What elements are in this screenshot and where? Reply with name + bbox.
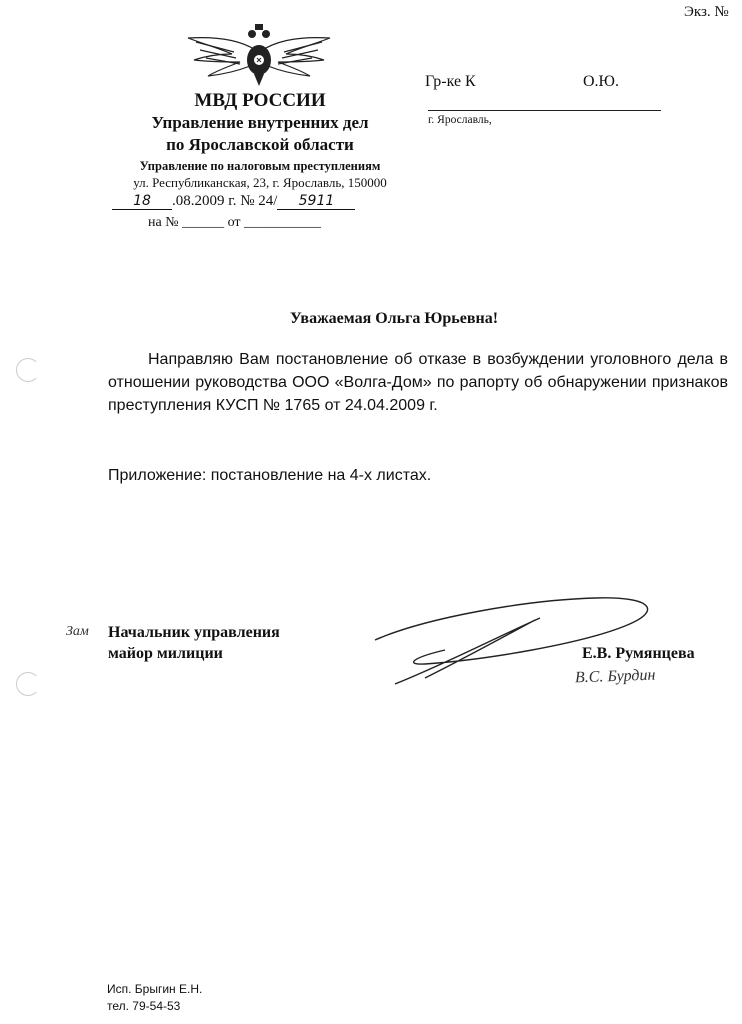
signatory-rank: майор милиции — [108, 645, 223, 662]
org-department: Управление по налоговым преступлениям — [139, 159, 381, 173]
reference-line — [148, 215, 321, 231]
registration-line — [112, 193, 355, 210]
punch-hole-mark — [16, 672, 40, 696]
reg-number-handwritten: 5911 — [277, 194, 355, 210]
org-name-sub1: Управление внутренних дел — [151, 113, 369, 132]
executor-name: Исп. Брыгин Е.Н. — [107, 982, 203, 996]
ref-date-blank: ___________ — [244, 215, 322, 230]
signatory-name: Е.В. Румянцева — [582, 645, 695, 662]
recipient-initials: О.Ю. — [583, 73, 619, 90]
copy-number-label: Экз. № — [684, 4, 729, 20]
handwritten-deputy-note: Зам — [66, 624, 89, 639]
ref-prefix: на № — [148, 215, 179, 230]
org-name-sub2: по Ярославской области — [166, 135, 354, 154]
executor-phone: тел. 79-54-53 — [107, 999, 181, 1013]
org-address: ул. Республиканская, 23, г. Ярославль, 150000 — [133, 175, 387, 190]
mvd-emblem-icon — [184, 22, 334, 88]
org-name-main: МВД РОССИИ — [194, 90, 326, 111]
body-paragraph: Направляю Вам постановление об отказе в возбуждении уголовного дела в отношении руководства ООО «Волга-Дом» по рапорту об обнаружении признаков преступления КУСП № 1765 от 24.04.2009 г. — [108, 351, 728, 414]
reg-date-number: .08.2009 г. № 24/ — [172, 193, 278, 209]
recipient-underline — [428, 110, 661, 111]
greeting: Уважаемая Ольга Юрьевна! — [290, 310, 499, 327]
letter-body — [108, 348, 728, 417]
enclosure-note: Приложение: постановление на 4-х листах. — [108, 467, 432, 484]
ref-number-blank: ______ — [182, 215, 225, 230]
signatory-title: Начальник управления — [108, 624, 280, 641]
handwritten-signature-name: В.С. Бурдин — [574, 666, 656, 687]
punch-hole-mark — [16, 358, 40, 382]
recipient-name: Гр-ке К — [425, 73, 476, 90]
reg-day: 18 — [112, 194, 172, 210]
ref-from-label: от — [227, 215, 241, 230]
recipient-city: г. Ярославль, — [428, 114, 492, 126]
